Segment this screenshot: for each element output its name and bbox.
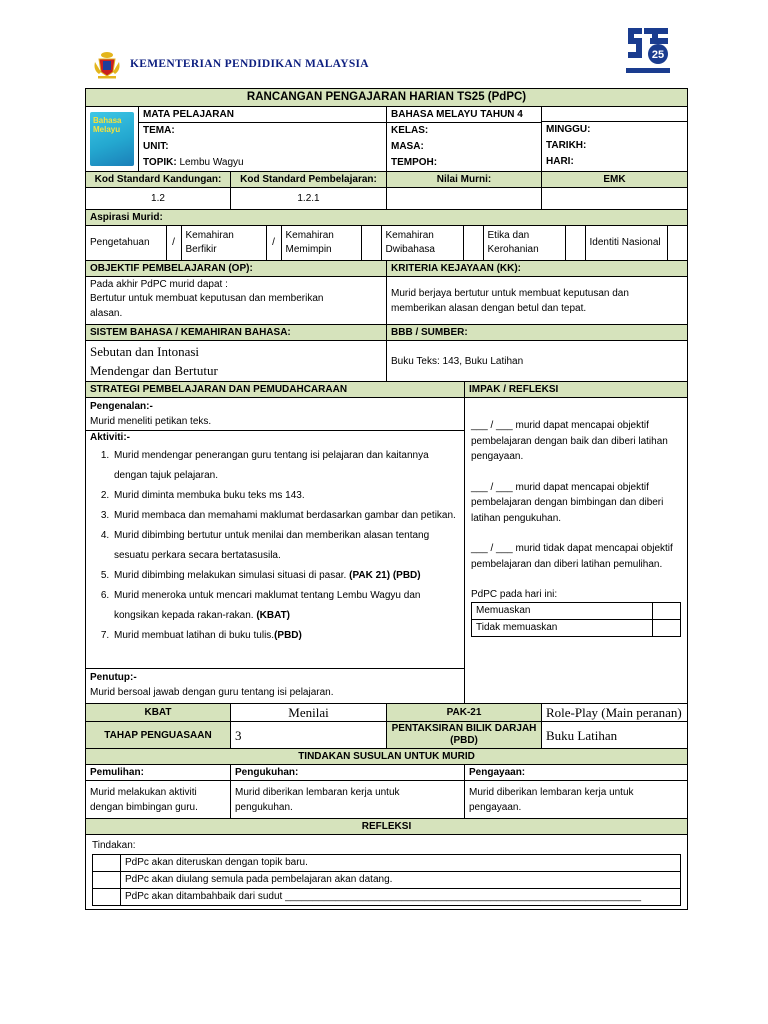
step-tag: (PBD): [274, 630, 302, 641]
tahap-value: 3: [231, 722, 387, 749]
aspirasi-berfikir: Kemahiran Berfikir: [181, 226, 266, 260]
aktiviti-list: [90, 446, 460, 646]
impak-label: IMPAK / REFLEKSI: [465, 382, 688, 398]
aspirasi-label: Aspirasi Murid:: [86, 210, 688, 226]
tema-label: TEMA:: [143, 125, 175, 136]
pengukuhan-label: Pengukuhan:: [231, 765, 465, 781]
pengenalan-section: [86, 398, 464, 431]
objektif-text: Bertutur untuk membuat keputusan dan memberikan alasan.: [90, 293, 324, 319]
pak21-label: PAK-21: [387, 704, 542, 722]
subject-info-cell: [139, 107, 387, 172]
nilai-murni-label: Nilai Murni:: [387, 172, 542, 188]
aspirasi-box-3: [361, 226, 381, 260]
class-info-cell: [387, 107, 542, 172]
step-tag: (PAK 21) (PBD): [349, 570, 421, 581]
date-info-cell: [542, 107, 688, 172]
pemulihan-label: Pemulihan:: [86, 765, 231, 781]
aspirasi-dwibahasa: Kemahiran Dwibahasa: [381, 226, 463, 260]
standard-pembelajaran-value: 1.2.1: [231, 188, 387, 210]
aspirasi-memimpin: Kemahiran Memimpin: [281, 226, 361, 260]
aktiviti-section: [86, 431, 464, 669]
pdpc-label: PdPC pada hari ini:: [471, 589, 558, 600]
aspirasi-row: [86, 226, 688, 261]
step-tag: (KBAT): [256, 610, 291, 621]
pbd-label: PENTAKSIRAN BILIK DARJAH (PBD): [387, 722, 542, 749]
minggu-label: MINGGU:: [546, 124, 591, 135]
aspirasi-mark-1: /: [166, 226, 181, 260]
topik-row: [139, 155, 386, 171]
bbb-sumber-value: Buku Teks: 143, Buku Latihan: [387, 341, 688, 382]
aktiviti-label: Aktiviti:-: [90, 432, 130, 443]
subject-value: BAHASA MELAYU TAHUN 4: [387, 107, 541, 123]
book-cover: [86, 107, 139, 172]
objektif-intro: Pada akhir PdPC murid dapat :: [90, 279, 228, 290]
pdpc-tidak-memuaskan-label: Tidak memuaskan: [472, 620, 653, 637]
sistem-bahasa-line-1: Sebutan dan Intonasi: [90, 344, 200, 359]
sistem-bahasa-value: [86, 341, 387, 382]
unit-label: UNIT:: [143, 141, 169, 152]
aspirasi-box-6: [667, 226, 687, 260]
book-cover-title: Bahasa Melayu: [93, 116, 122, 134]
aspirasi-pengetahuan: Pengetahuan: [86, 226, 166, 260]
masa-label: MASA:: [391, 141, 424, 152]
pengukuhan-text: Murid diberikan lembaran kerja untuk pengukuhan.: [231, 781, 465, 819]
pengenalan-label: Pengenalan:-: [90, 401, 153, 412]
pengenalan-text: Murid meneliti petikan teks.: [90, 416, 212, 427]
aspirasi-identiti: Identiti Nasional: [585, 226, 667, 260]
kriteria-label: KRITERIA KEJAYAAN (KK):: [387, 261, 688, 277]
book-cover-image: [90, 112, 134, 166]
tahap-label: TAHAP PENGUASAAN: [86, 722, 231, 749]
topik-value: Lembu Wagyu: [179, 157, 244, 168]
impak-baik: ___ / ___ murid dapat mencapai objektif pembelajaran dengan baik dan diberi latihan pengayaan.: [471, 420, 668, 462]
refleksi-cell: [86, 835, 688, 910]
kbat-value: Menilai: [231, 704, 387, 722]
refleksi-checkbox-1[interactable]: [93, 855, 121, 872]
aspirasi-box-5: [565, 226, 585, 260]
pemulihan-text: Murid melakukan aktiviti dengan bimbingan guru.: [86, 781, 231, 819]
lesson-plan-table: [85, 88, 688, 910]
kriteria-text: Murid berjaya bertutur untuk membuat keputusan dan memberikan alasan dengan betul dan tepat.: [387, 277, 688, 325]
aspirasi-box-4: [463, 226, 483, 260]
aktiviti-step: 7. Murid membuat latihan di buku tulis.(PBD): [112, 626, 460, 646]
refleksi-option-2: PdPc akan diulang semula pada pembelajaran akan datang.: [121, 872, 681, 889]
pdpc-options: [471, 602, 681, 637]
penutup-label: Penutup:-: [90, 672, 137, 683]
ministry-name: KEMENTERIAN PENDIDIKAN MALAYSIA: [130, 58, 369, 70]
refleksi-checkbox-3[interactable]: [93, 889, 121, 906]
kelas-label: KELAS:: [391, 125, 429, 136]
aktiviti-step: 4. Murid dibimbing bertutur untuk menilai dan memberikan alasan tentang sesuatu perkara secara bertatasusila.: [112, 526, 460, 566]
kbat-label: KBAT: [86, 704, 231, 722]
pdpc-memuaskan-label: Memuaskan: [472, 603, 653, 620]
tarikh-label: TARIKH:: [546, 140, 587, 151]
refleksi-option-3: PdPc akan ditambahbaik dari sudut ________________________________________________________________: [121, 889, 681, 906]
impak-cell: [465, 398, 688, 704]
aktiviti-step: 6. Murid meneroka untuk mencari maklumat tentang Lembu Wagyu dan kongsikan kepada rakan-rakan. (KBAT): [112, 586, 460, 626]
tindakan-susulan-label: TINDAKAN SUSULAN UNTUK MURID: [86, 749, 688, 765]
logo-number: 25: [651, 49, 665, 61]
refleksi-options: [92, 854, 681, 906]
penutup-section: [86, 669, 464, 701]
sistem-bahasa-label: SISTEM BAHASA / KEMAHIRAN BAHASA:: [86, 325, 387, 341]
strategi-label: STRATEGI PEMBELAJARAN DAN PEMUDAHCARAAN: [86, 382, 465, 398]
hari-label: HARI:: [546, 156, 574, 167]
penutup-text: Murid bersoal jawab dengan guru tentang isi pelajaran.: [90, 687, 334, 698]
impak-bimbingan: ___ / ___ murid dapat mencapai objektif pembelajaran dengan bimbingan dan diberi latihan pengukuhan.: [471, 481, 664, 524]
pak21-value: Role-Play (Main peranan): [542, 704, 688, 722]
refleksi-option-1: PdPc akan diteruskan dengan topik baru.: [121, 855, 681, 872]
emk-value: [542, 188, 688, 210]
topik-label: TOPIK:: [143, 157, 177, 168]
emk-label: EMK: [542, 172, 688, 188]
sistem-bahasa-line-2: Mendengar dan Bertutur: [90, 363, 218, 378]
pbd-value: Buku Latihan: [542, 722, 688, 749]
aspirasi-etika: Etika dan Kerohanian: [483, 226, 565, 260]
standard-kandungan-label: Kod Standard Kandungan:: [86, 172, 231, 188]
pdpc-tidak-memuaskan-box[interactable]: [653, 620, 681, 637]
aktiviti-step: 5. Murid dibimbing melakukan simulasi situasi di pasar. (PAK 21) (PBD): [112, 566, 460, 586]
pengayaan-label: Pengayaan:: [465, 765, 688, 781]
malaysia-crest-icon: [92, 50, 122, 80]
ts25-logo-icon: [622, 24, 674, 76]
objektif-label: OBJEKTIF PEMBELAJARAN (OP):: [86, 261, 387, 277]
aktiviti-step: 3. Murid membaca dan memahami maklumat berdasarkan gambar dan petikan.: [112, 506, 460, 526]
page-header: [0, 0, 768, 90]
aspirasi-grid: [86, 226, 687, 260]
objektif-cell: [86, 277, 387, 325]
strategi-cell: [86, 398, 465, 704]
pengayaan-text: Murid diberikan lembaran kerja untuk pengayaan.: [465, 781, 688, 819]
standard-kandungan-value: 1.2: [86, 188, 231, 210]
bbb-sumber-label: BBB / SUMBER:: [387, 325, 688, 341]
aspirasi-mark-2: /: [266, 226, 281, 260]
form-title: RANCANGAN PENGAJARAN HARIAN TS25 (PdPC): [86, 89, 688, 107]
aktiviti-step: 2. Murid diminta membuka buku teks ms 143.: [112, 486, 460, 506]
tindakan-label: Tindakan:: [92, 840, 136, 851]
standard-pembelajaran-label: Kod Standard Pembelajaran:: [231, 172, 387, 188]
refleksi-checkbox-2[interactable]: [93, 872, 121, 889]
subject-label: MATA PELAJARAN: [139, 107, 386, 123]
refleksi-label: REFLEKSI: [86, 819, 688, 835]
impak-pemulihan: ___ / ___ murid tidak dapat mencapai objektif pembelajaran dan diberi latihan pemulihan.: [471, 543, 673, 570]
aktiviti-step: 1. Murid mendengar penerangan guru tentang isi pelajaran dan kaitannya dengan tajuk pelajaran.: [112, 446, 460, 486]
pdpc-memuaskan-box[interactable]: [653, 603, 681, 620]
nilai-murni-value: [387, 188, 542, 210]
tempoh-label: TEMPOH:: [391, 157, 438, 168]
